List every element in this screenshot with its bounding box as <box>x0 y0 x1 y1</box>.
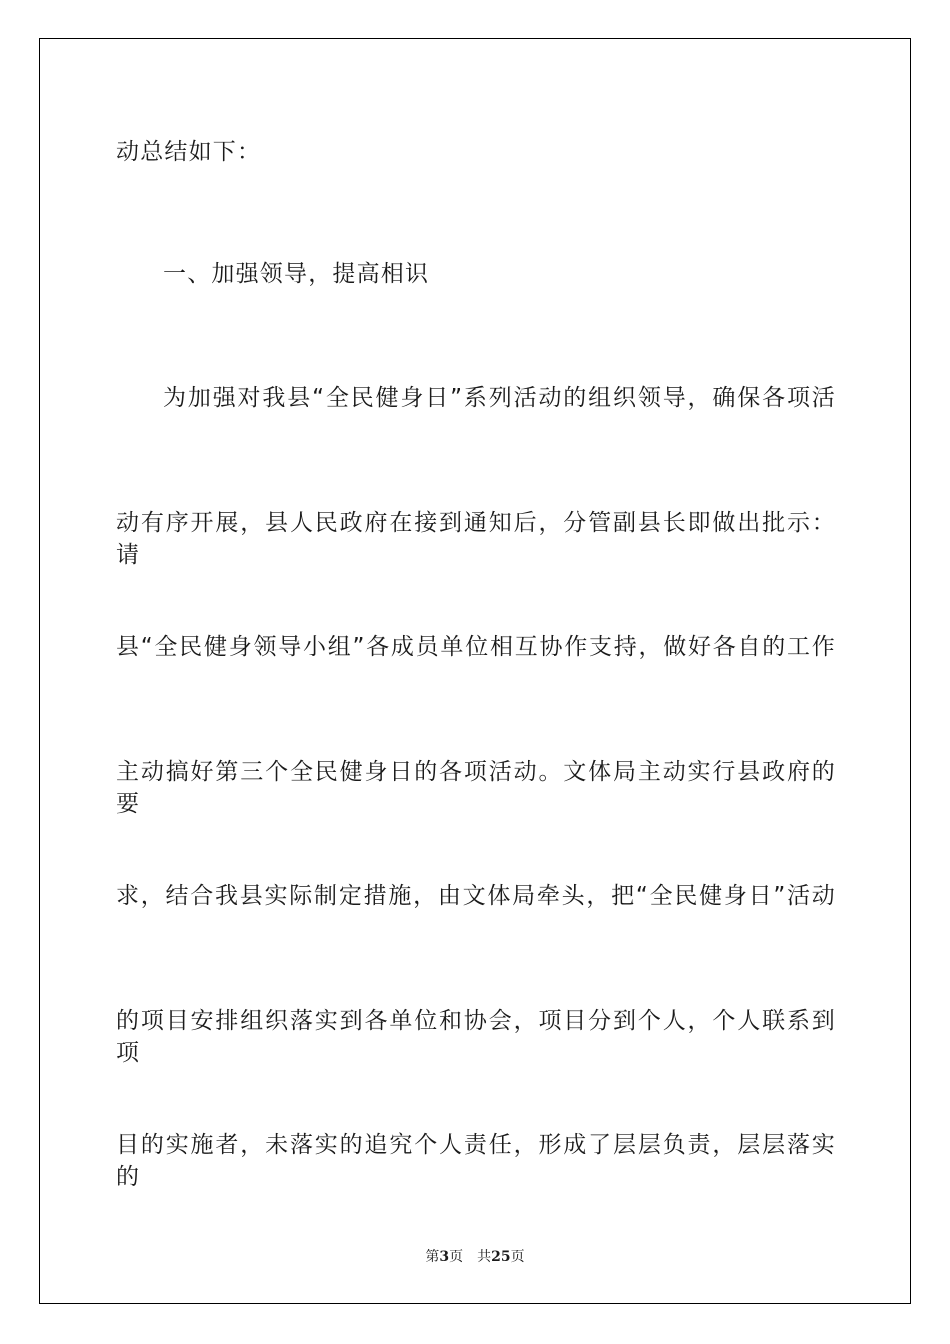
text-line-3: 为加强对我县“全民健身日”系列活动的组织领导，确保各项活 <box>163 385 836 411</box>
text-line-7: 求，结合我县实际制定措施，由文体局牵头，把“全民健身日”活动 <box>116 883 836 909</box>
page-number: 3 <box>439 1249 450 1265</box>
text-line-1: 动总结如下： <box>116 139 262 165</box>
section-heading: 一、加强领导，提高相识 <box>163 261 430 287</box>
page-frame <box>39 38 911 1304</box>
text-line-5: 县“全民健身领导小组”各成员单位相互协作支持，做好各自的工作 <box>116 634 836 660</box>
text-line-4: 动有序开展，县人民政府在接到通知后，分管副县长即做出批示：请 <box>116 510 836 568</box>
page-prefix: 第 <box>425 1249 440 1265</box>
text-line-6: 主动搞好第三个全民健身日的各项活动。文体局主动实行县政府的要 <box>116 759 836 817</box>
text-line-9: 目的实施者，未落实的追究个人责任，形成了层层负责，层层落实的 <box>116 1132 836 1190</box>
total-prefix: 共 <box>477 1249 492 1265</box>
total-pages: 25 <box>491 1249 511 1265</box>
page-suffix: 页 <box>449 1249 464 1265</box>
total-suffix: 页 <box>510 1249 525 1265</box>
page-footer <box>0 1248 950 1266</box>
text-line-8: 的项目安排组织落实到各单位和协会，项目分到个人，个人联系到项 <box>116 1008 836 1066</box>
